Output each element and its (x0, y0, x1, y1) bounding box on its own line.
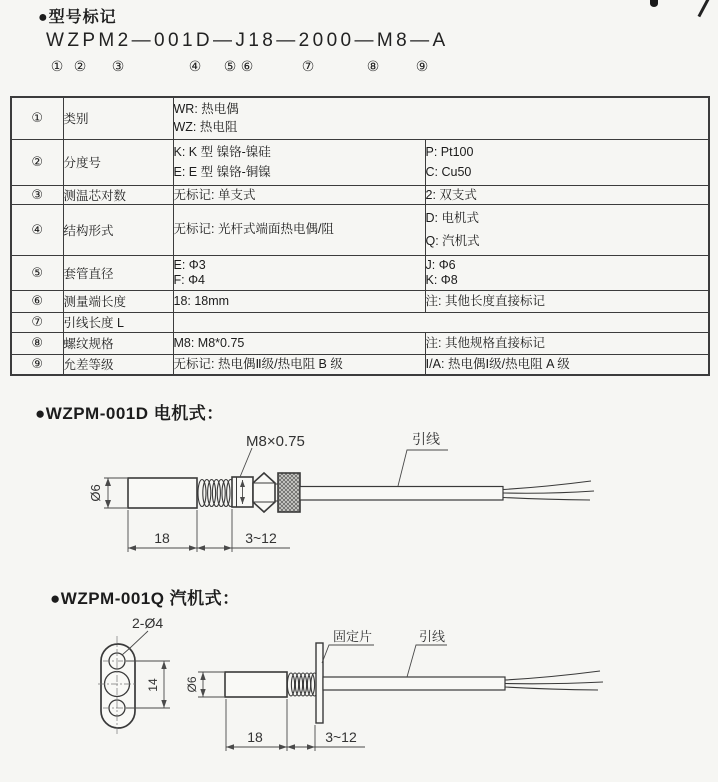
model-marker-7: ⑦ (301, 58, 315, 74)
row-value: 无标记: 光杆式端面热电偶/阻 (173, 204, 425, 255)
dia-label: Ø6 (185, 676, 199, 693)
row-label: 螺纹规格 (63, 332, 173, 354)
len-label: 18 (247, 729, 263, 745)
row-value-right: 注: 其他长度直接标记 (425, 290, 709, 312)
len-label: 18 (154, 530, 170, 546)
table-row-graduation (11, 139, 709, 185)
row-label: 测量端长度 (63, 290, 173, 312)
spring (287, 673, 318, 696)
row-value: 无标记: 单支式 (173, 185, 425, 204)
diagram-steam-type (0, 610, 718, 782)
scan-artifact-dot (650, 0, 658, 7)
model-marker-4: ④ (188, 58, 202, 74)
row-value: 无标记: 热电偶Ⅱ级/热电阻 B 级 (173, 354, 425, 375)
model-marker-1: ① (50, 58, 64, 74)
section-title-motor-type: ●WZPM-001D 电机式： (35, 404, 224, 423)
row-num: ③ (11, 185, 63, 204)
row-value-right: D: 电机式 Q: 汽机式 (425, 204, 709, 255)
lead-label: 引线 (419, 629, 446, 644)
row-label: 类别 (63, 97, 173, 139)
lead-label: 引线 (412, 431, 440, 447)
row-num: ⑥ (11, 290, 63, 312)
fixing-plate-side (316, 643, 323, 723)
table-row-tolerance (11, 354, 709, 375)
row-value-right: P: Pt100 C: Cu50 (425, 139, 709, 185)
table-row-core-count (11, 185, 709, 204)
row-value: M8: M8*0.75 (173, 332, 425, 354)
lead-wires (503, 481, 594, 500)
table-row-sheath-dia (11, 255, 709, 290)
lead-leader (407, 645, 447, 677)
diagram-motor-type (0, 420, 718, 570)
probe-body (225, 672, 287, 697)
row-label: 测温芯对数 (63, 185, 173, 204)
model-marker-5: ⑤ (223, 58, 237, 74)
range-label: 3~12 (245, 530, 277, 546)
row-label: 套管直径 (63, 255, 173, 290)
row-num: ⑧ (11, 332, 63, 354)
thread-label: M8×0.75 (246, 433, 305, 450)
probe-body (128, 478, 197, 508)
page-title: ●型号标记 (38, 9, 117, 26)
row-label: 引线长度 L (63, 312, 173, 332)
row-value: WR: 热电偶 WZ: 热电阻 (173, 97, 709, 139)
row-num: ⑦ (11, 312, 63, 332)
row-value: E: Φ3 F: Φ4 (173, 255, 425, 290)
dia-label: Ø6 (88, 484, 103, 502)
row-num: ④ (11, 204, 63, 255)
lead-leader (398, 450, 448, 486)
model-code: WZPM2—001D—J18—2000—M8—A (46, 30, 449, 51)
plate-leader (322, 645, 374, 663)
row-value-right: Ⅰ/A: 热电偶Ⅰ级/热电阻 A 级 (425, 354, 709, 375)
model-marker-6: ⑥ (240, 58, 254, 74)
knurled-cap (278, 473, 300, 512)
row-num: ② (11, 139, 63, 185)
section-title-steam-type: ●WZPM-001Q 汽机式： (50, 589, 240, 608)
row-num: ⑨ (11, 354, 63, 375)
holes-leader (122, 631, 148, 655)
holes-label: 2-Ø4 (132, 615, 164, 631)
pitch-label: 14 (146, 678, 160, 692)
lead-wires (505, 671, 603, 690)
scan-artifact-checkmark (698, 0, 712, 17)
thread-leader (240, 448, 252, 477)
table-row-structure (11, 204, 709, 255)
spec-table (10, 96, 710, 376)
row-value: 18: 18mm (173, 290, 425, 312)
row-num: ⑤ (11, 255, 63, 290)
cable (323, 677, 505, 690)
range-label: 3~12 (325, 729, 357, 745)
spring (198, 480, 235, 507)
model-marker-8: ⑧ (366, 58, 380, 74)
table-row-category (11, 97, 709, 139)
row-value-right: 注: 其他规格直接标记 (425, 332, 709, 354)
row-label: 结构形式 (63, 204, 173, 255)
row-value (173, 312, 709, 332)
table-row-lead-length (11, 312, 709, 332)
model-marker-9: ⑨ (415, 58, 429, 74)
row-value: K: K 型 镍铬-镍硅 E: E 型 镍铬-铜镍 (173, 139, 425, 185)
row-num: ① (11, 97, 63, 139)
hex-nut (253, 473, 275, 512)
table-row-tip-length (11, 290, 709, 312)
model-marker-2: ② (73, 58, 87, 74)
row-label: 分度号 (63, 139, 173, 185)
table-row-thread-spec (11, 332, 709, 354)
plate-label: 固定片 (333, 629, 373, 644)
row-value-right: 2: 双支式 (425, 185, 709, 204)
row-value-right: J: Φ6 K: Φ8 (425, 255, 709, 290)
row-label: 允差等级 (63, 354, 173, 375)
cable (300, 487, 503, 501)
model-marker-3: ③ (111, 58, 125, 74)
